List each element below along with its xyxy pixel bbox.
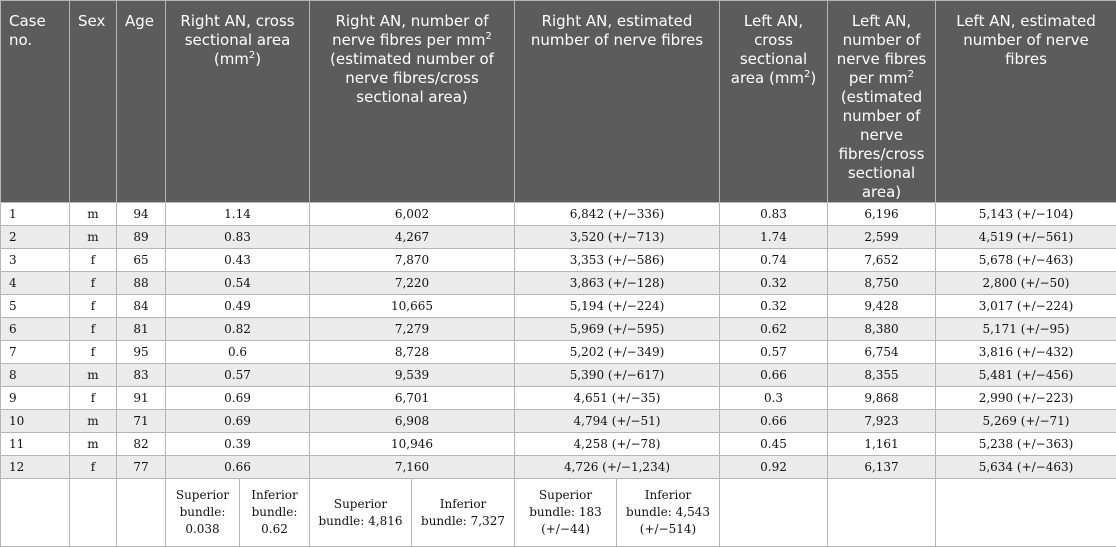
table-row xyxy=(1,364,1116,387)
cell-case-no: 9 xyxy=(1,387,70,410)
bundle-density-superior: Superior bundle: 4,816 xyxy=(310,479,412,547)
cell-sex: m xyxy=(70,410,117,433)
header-left-area: Left AN, cross sectional area $(mm^2)$ xyxy=(720,1,828,203)
cell-left-estimate: 3,017 (+/−224) xyxy=(936,295,1116,318)
bundle-area-superior: Superior bundle: 0.038 xyxy=(166,479,240,547)
cell-age: 83 xyxy=(117,364,166,387)
cell-sex: f xyxy=(70,387,117,410)
cell-case-no: 6 xyxy=(1,318,70,341)
cell-left-estimate: 5,678 (+/−463) xyxy=(936,249,1116,272)
cell-case-no: 7 xyxy=(1,341,70,364)
cell-right-area: 0.6 xyxy=(166,341,310,364)
cell-left-estimate: 2,990 (+/−223) xyxy=(936,387,1116,410)
table-row xyxy=(1,341,1116,364)
cell-age: 94 xyxy=(117,203,166,226)
cell-sex: m xyxy=(70,203,117,226)
table-row xyxy=(1,433,1116,456)
cell-left-density: 2,599 xyxy=(828,226,936,249)
table-cell xyxy=(1,479,70,547)
cell-left-estimate: 5,634 (+/−463) xyxy=(936,456,1116,479)
cell-right-estimate: 6,842 (+/−336) xyxy=(515,203,720,226)
cell-case-no: 10 xyxy=(1,410,70,433)
cell-case-no: 2 xyxy=(1,226,70,249)
cell-age: 71 xyxy=(117,410,166,433)
cell-case-no: 11 xyxy=(1,433,70,456)
cell-right-estimate: 4,726 (+/−1,234) xyxy=(515,456,720,479)
cell-left-estimate: 5,143 (+/−104) xyxy=(936,203,1116,226)
cell-right-estimate: 3,520 (+/−713) xyxy=(515,226,720,249)
cell-right-area: 0.66 xyxy=(166,456,310,479)
cell-left-density: 8,380 xyxy=(828,318,936,341)
cell-right-area: 0.54 xyxy=(166,272,310,295)
cell-right-density: 7,220 xyxy=(310,272,515,295)
table-body xyxy=(1,203,1116,547)
cell-sex: f xyxy=(70,456,117,479)
table-cell xyxy=(828,479,936,547)
header-row xyxy=(1,1,1116,203)
cell-left-area: 0.83 xyxy=(720,203,828,226)
cell-sex: f xyxy=(70,272,117,295)
cell-left-density: 6,754 xyxy=(828,341,936,364)
header-sex: Sex xyxy=(70,1,117,203)
table-row xyxy=(1,387,1116,410)
cell-case-no: 5 xyxy=(1,295,70,318)
bundle-row xyxy=(1,479,1116,547)
cell-right-density: 9,539 xyxy=(310,364,515,387)
cell-left-area: 0.66 xyxy=(720,364,828,387)
cell-case-no: 8 xyxy=(1,364,70,387)
cell-left-estimate: 5,171 (+/−95) xyxy=(936,318,1116,341)
cell-right-estimate: 5,202 (+/−349) xyxy=(515,341,720,364)
cell-left-density: 6,196 xyxy=(828,203,936,226)
cell-right-density: 7,870 xyxy=(310,249,515,272)
table-row xyxy=(1,410,1116,433)
cell-left-area: 0.92 xyxy=(720,456,828,479)
cell-right-area: 0.69 xyxy=(166,387,310,410)
table-row xyxy=(1,456,1116,479)
header-right-area: Right AN, cross sectional area $(mm^2)$ xyxy=(166,1,310,203)
table-row xyxy=(1,272,1116,295)
cell-left-area: 0.57 xyxy=(720,341,828,364)
cell-age: 65 xyxy=(117,249,166,272)
header-right-density: Right AN, number of nerve fibres per $mm^2$ (estimated number of nerve fibres/cross sectional area) xyxy=(310,1,515,203)
cell-sex: m xyxy=(70,226,117,249)
cell-right-area: 0.83 xyxy=(166,226,310,249)
table-row xyxy=(1,203,1116,226)
cell-age: 82 xyxy=(117,433,166,456)
cell-right-density: 6,002 xyxy=(310,203,515,226)
cell-left-area: 0.32 xyxy=(720,295,828,318)
cell-right-density: 7,160 xyxy=(310,456,515,479)
cell-right-density: 10,665 xyxy=(310,295,515,318)
cell-right-estimate: 3,353 (+/−586) xyxy=(515,249,720,272)
cell-left-density: 7,923 xyxy=(828,410,936,433)
cell-left-area: 0.32 xyxy=(720,272,828,295)
cell-right-area: 0.82 xyxy=(166,318,310,341)
cell-age: 77 xyxy=(117,456,166,479)
cell-sex: f xyxy=(70,341,117,364)
header-left-density: Left AN, number of nerve fibres per $mm^2$ (estimated number of nerve fibres/cross sectional area) xyxy=(828,1,936,203)
table-row xyxy=(1,318,1116,341)
cell-right-density: 7,279 xyxy=(310,318,515,341)
cell-left-density: 1,161 xyxy=(828,433,936,456)
cell-case-no: 1 xyxy=(1,203,70,226)
cell-left-density: 7,652 xyxy=(828,249,936,272)
cell-age: 89 xyxy=(117,226,166,249)
cell-left-density: 6,137 xyxy=(828,456,936,479)
table-row xyxy=(1,226,1116,249)
cell-age: 84 xyxy=(117,295,166,318)
cell-left-estimate: 5,269 (+/−71) xyxy=(936,410,1116,433)
bundle-area-inferior: Inferior bundle: 0.62 xyxy=(240,479,310,547)
cell-age: 91 xyxy=(117,387,166,410)
table-cell xyxy=(720,479,828,547)
cell-right-area: 0.69 xyxy=(166,410,310,433)
cell-left-estimate: 5,481 (+/−456) xyxy=(936,364,1116,387)
table-cell xyxy=(117,479,166,547)
cell-left-area: 0.45 xyxy=(720,433,828,456)
cell-right-estimate: 4,258 (+/−78) xyxy=(515,433,720,456)
table-row xyxy=(1,295,1116,318)
cell-right-estimate: 4,794 (+/−51) xyxy=(515,410,720,433)
cell-sex: m xyxy=(70,364,117,387)
bundle-estimate-inferior: Inferior bundle: 4,543 (+/−514) xyxy=(617,479,720,547)
table-cell xyxy=(936,479,1116,547)
cell-right-estimate: 4,651 (+/−35) xyxy=(515,387,720,410)
cell-right-estimate: 5,194 (+/−224) xyxy=(515,295,720,318)
cell-left-estimate: 2,800 (+/−50) xyxy=(936,272,1116,295)
header-age: Age xyxy=(117,1,166,203)
cell-left-density: 9,428 xyxy=(828,295,936,318)
cell-left-density: 8,355 xyxy=(828,364,936,387)
cell-left-density: 9,868 xyxy=(828,387,936,410)
header-right-estimate: Right AN, estimated number of nerve fibres xyxy=(515,1,720,203)
bundle-density-inferior: Inferior bundle: 7,327 xyxy=(412,479,515,547)
cell-right-estimate: 5,969 (+/−595) xyxy=(515,318,720,341)
bundle-estimate-superior: Superior bundle: 183 (+/−44) xyxy=(515,479,617,547)
cell-sex: f xyxy=(70,295,117,318)
cell-age: 81 xyxy=(117,318,166,341)
cell-left-area: 1.74 xyxy=(720,226,828,249)
cell-case-no: 4 xyxy=(1,272,70,295)
cell-left-area: 0.62 xyxy=(720,318,828,341)
cell-sex: f xyxy=(70,249,117,272)
cell-right-density: 6,701 xyxy=(310,387,515,410)
cell-left-area: 0.3 xyxy=(720,387,828,410)
cell-right-estimate: 3,863 (+/−128) xyxy=(515,272,720,295)
cell-right-area: 1.14 xyxy=(166,203,310,226)
table-row xyxy=(1,249,1116,272)
cell-left-area: 0.66 xyxy=(720,410,828,433)
cell-age: 95 xyxy=(117,341,166,364)
header-left-estimate: Left AN, estimated number of nerve fibres xyxy=(936,1,1116,203)
cell-age: 88 xyxy=(117,272,166,295)
header-case-no: Case no. xyxy=(1,1,70,203)
cell-case-no: 3 xyxy=(1,249,70,272)
cell-right-area: 0.43 xyxy=(166,249,310,272)
cell-sex: f xyxy=(70,318,117,341)
cell-case-no: 12 xyxy=(1,456,70,479)
cell-left-estimate: 4,519 (+/−561) xyxy=(936,226,1116,249)
cell-right-density: 10,946 xyxy=(310,433,515,456)
cell-left-estimate: 5,238 (+/−363) xyxy=(936,433,1116,456)
cell-right-area: 0.49 xyxy=(166,295,310,318)
cell-right-estimate: 5,390 (+/−617) xyxy=(515,364,720,387)
cell-right-density: 6,908 xyxy=(310,410,515,433)
cell-left-estimate: 3,816 (+/−432) xyxy=(936,341,1116,364)
cell-left-area: 0.74 xyxy=(720,249,828,272)
cell-right-density: 4,267 xyxy=(310,226,515,249)
cell-right-area: 0.39 xyxy=(166,433,310,456)
cell-right-area: 0.57 xyxy=(166,364,310,387)
cell-left-density: 8,750 xyxy=(828,272,936,295)
cell-right-density: 8,728 xyxy=(310,341,515,364)
table-cell xyxy=(70,479,117,547)
cell-sex: m xyxy=(70,433,117,456)
